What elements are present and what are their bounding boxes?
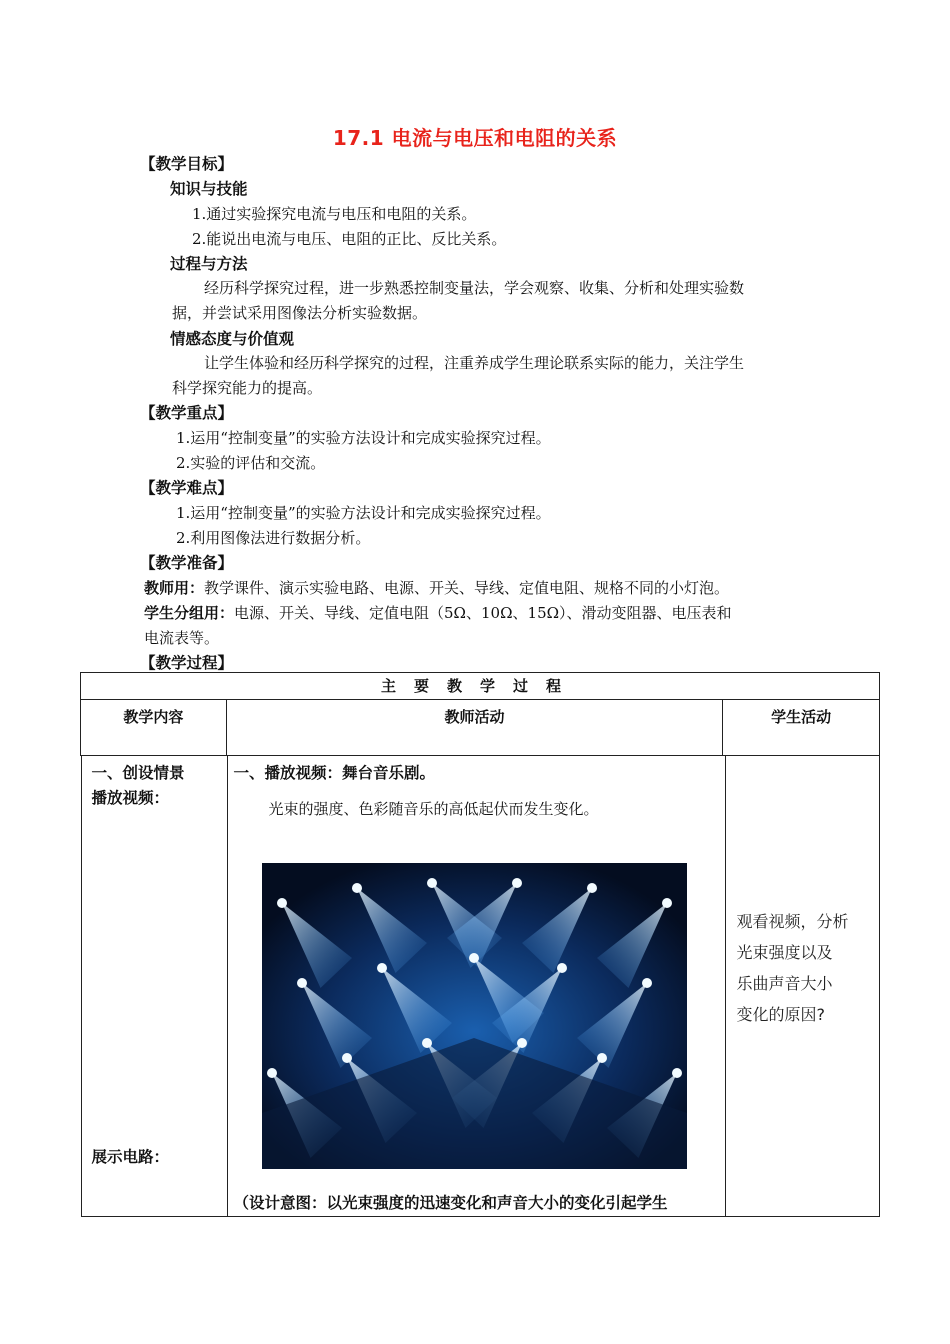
column-content: 教学内容 [81, 700, 227, 756]
teacher-prep [144, 577, 729, 598]
student-activity-line-4: 变化的原因? [736, 1005, 825, 1024]
knowledge-item-1: 1.通过实验探究电流与电压和电阻的关系。 [192, 205, 477, 223]
difficulty-2: 2.利用图像法进行数据分析。 [176, 529, 371, 547]
attitude-line-2: 科学探究能力的提高。 [172, 379, 323, 397]
stage-lights-image [262, 863, 687, 1169]
content-circuit: 展示电路： [91, 1148, 170, 1166]
student-activity-line-3: 乐曲声音大小 [736, 974, 833, 993]
student-activity-line-1: 观看视频，分析 [736, 912, 849, 931]
student-prep-text: 电源、开关、导线、定值电阻（5Ω、10Ω、15Ω）、滑动变阻器、电压表和 [234, 604, 732, 622]
teacher-design-note: （设计意图：以光束强度的迅速变化和声音大小的变化引起学生 [233, 1194, 668, 1212]
student-activity [737, 906, 849, 1030]
teacher-activity-text: 光束的强度、色彩随音乐的高低起伏而发生变化。 [268, 800, 599, 818]
knowledge-heading: 知识与技能 [170, 180, 248, 198]
column-student: 学生活动 [723, 700, 880, 756]
process-heading: 过程与方法 [170, 255, 248, 273]
table-row [81, 756, 880, 1217]
goals-heading: 【教学目标】 [140, 155, 234, 173]
process-line-1: 经历科学探究过程，进一步熟悉控制变量法，学会观察、收集、分析和处理实验数 [204, 279, 745, 297]
process-section-heading: 【教学过程】 [140, 654, 234, 672]
process-line-2: 据，并尝试采用图像法分析实验数据。 [172, 304, 428, 322]
teaching-process-table [80, 672, 880, 1217]
attitude-line-1: 让学生体验和经历科学探究的过程，注重养成学生理论联系实际的能力，关注学生 [204, 354, 745, 372]
page-title: 17.1 电流与电压和电阻的关系 [332, 126, 618, 150]
teacher-prep-label: 教师用： [144, 579, 205, 597]
knowledge-item-2: 2.能说出电流与电压、电阻的正比、反比关系。 [192, 230, 507, 248]
key-points-heading: 【教学重点】 [140, 404, 234, 422]
column-teacher: 教师活动 [226, 700, 723, 756]
stage-lights-graphic [262, 863, 687, 1169]
table-title: 主要教学过程 [81, 673, 880, 700]
preparation-heading: 【教学准备】 [140, 554, 234, 572]
key-point-2: 2.实验的评估和交流。 [176, 454, 326, 472]
teacher-activity-heading: 一、播放视频：舞台音乐剧。 [233, 764, 436, 782]
student-prep-text-2: 电流表等。 [144, 629, 220, 647]
difficulty-1: 1.运用“控制变量”的实验方法设计和完成实验探究过程。 [176, 504, 551, 522]
key-point-1: 1.运用“控制变量”的实验方法设计和完成实验探究过程。 [176, 429, 551, 447]
teacher-prep-text: 教学课件、演示实验电路、电源、开关、导线、定值电阻、规格不同的小灯泡。 [204, 579, 730, 597]
content-video: 播放视频： [91, 789, 170, 807]
student-activity-line-2: 光束强度以及 [736, 943, 833, 962]
content-title: 一、创设情景 [91, 764, 185, 782]
attitude-heading: 情感态度与价值观 [170, 330, 295, 348]
student-prep-label: 学生分组用： [144, 604, 235, 622]
difficulties-heading: 【教学难点】 [140, 479, 234, 497]
student-prep [144, 602, 732, 623]
